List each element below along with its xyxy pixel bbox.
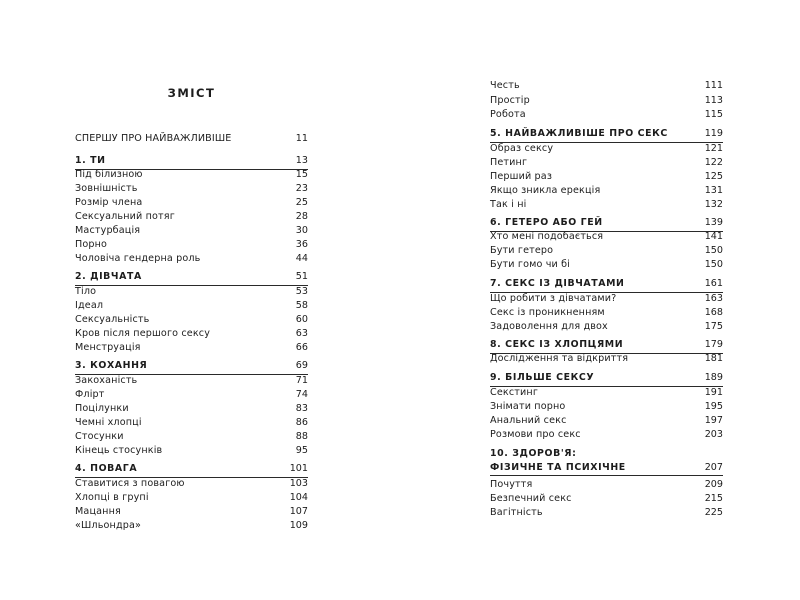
toc-page-number: 191: [704, 387, 723, 398]
toc-entry-row: [490, 258, 723, 272]
toc-page-number: 74: [295, 389, 308, 400]
toc-page-number: 179: [704, 339, 723, 350]
section-underline: [490, 475, 723, 476]
toc-entry-label: Секстинг: [490, 387, 539, 398]
toc-entry-row: [75, 341, 308, 355]
toc-section-row: [490, 447, 723, 474]
toc-entry-label: Анальний секс: [490, 415, 567, 426]
toc-page-number: 175: [704, 321, 723, 332]
toc-entry-label: Зовнішність: [75, 183, 138, 194]
toc-section-row: [75, 359, 308, 373]
toc-page-number: 95: [295, 445, 308, 456]
toc-page-number: 109: [289, 520, 308, 531]
toc-entry-label: Бути гомо чи бі: [490, 259, 570, 270]
toc-page-number: 163: [704, 293, 723, 304]
toc-entry-row: [75, 374, 308, 388]
toc-entry-label: Ідеал: [75, 300, 104, 311]
toc-page-number: 189: [704, 372, 723, 383]
toc-entry-row: [75, 224, 308, 238]
toc-section-row: [490, 127, 723, 141]
toc-page-number: 58: [295, 300, 308, 311]
toc-entry-label: Закоханість: [75, 375, 138, 386]
toc-entry-label: Хто мені подобається: [490, 231, 604, 242]
toc-page-number: 23: [295, 183, 308, 194]
toc-entry-label: Кров після першого сексу: [75, 328, 211, 339]
toc-entry-label: 4. ПОВАГА: [75, 463, 138, 474]
toc-page-number: 103: [289, 478, 308, 489]
toc-entry-label: 9. БІЛЬШЕ СЕКСУ: [490, 372, 595, 383]
toc-entry-label: Мастурбація: [75, 225, 141, 236]
toc-entry-row: [490, 142, 723, 156]
toc-entry-row: [75, 299, 308, 313]
toc-entry-label: 1. ТИ: [75, 155, 106, 166]
toc-entry-row: [75, 252, 308, 266]
toc-page-number: 139: [704, 217, 723, 228]
toc-page-number: 161: [704, 278, 723, 289]
toc-section-row: [490, 277, 723, 291]
toc-entry-label: Знімати порно: [490, 401, 566, 412]
toc-section-row: [75, 154, 308, 168]
toc-page-number: 66: [295, 342, 308, 353]
toc-section-row: [490, 338, 723, 352]
toc-entry-label: Кінець стосунків: [75, 445, 163, 456]
toc-entry-label: 2. ДІВЧАТА: [75, 271, 142, 282]
toc-entry-label: Честь: [490, 80, 520, 91]
toc-page-number: 168: [704, 307, 723, 318]
toc-page-number: 131: [704, 185, 723, 196]
toc-entry-label: Секс із проникненням: [490, 307, 605, 318]
toc-entry-row: [75, 444, 308, 458]
toc-entry-row: [490, 198, 723, 212]
toc-page-number: 53: [295, 286, 308, 297]
toc-entry-label: Якщо зникла ерекція: [490, 185, 601, 196]
toc-entry-label: Сексуальний потяг: [75, 211, 175, 222]
toc-entry-label: Флірт: [75, 389, 105, 400]
toc-entry-label: Простір: [490, 95, 530, 106]
toc-entry-row: [75, 285, 308, 299]
toc-entry-row: [490, 170, 723, 184]
toc-page-number: 30: [295, 225, 308, 236]
toc-entry-label: Ставитися з повагою: [75, 478, 185, 489]
toc-page-number: 60: [295, 314, 308, 325]
toc-page-number: 51: [295, 271, 308, 282]
toc-entry-label: Стосунки: [75, 431, 124, 442]
toc-page-number: 104: [289, 492, 308, 503]
toc-page-number: 15: [295, 169, 308, 180]
toc-entry-label: Петинг: [490, 157, 528, 168]
toc-entry-label: Поцілунки: [75, 403, 129, 414]
toc-entry-row: [490, 79, 723, 93]
toc-entry-label: Чоловіча гендерна роль: [75, 253, 201, 264]
toc-entry-row: [490, 386, 723, 400]
toc-section-row: [75, 462, 308, 476]
toc-entry-label: Дослідження та відкриття: [490, 353, 629, 364]
toc-entry-row: [490, 292, 723, 306]
toc-entry-row: [490, 320, 723, 334]
toc-page-number: 11: [295, 133, 308, 144]
toc-page-number: 86: [295, 417, 308, 428]
toc-entry-row: [75, 196, 308, 210]
toc-entry-label: Вагітність: [490, 507, 543, 518]
toc-entry-row: [490, 428, 723, 442]
toc-entry-label: Під білизною: [75, 169, 143, 180]
toc-page-number: 63: [295, 328, 308, 339]
toc-entry-label: Образ сексу: [490, 143, 554, 154]
toc-entry-row: [75, 182, 308, 196]
toc-entry-label: Порно: [75, 239, 108, 250]
toc-entry-row: [490, 352, 723, 366]
toc-section-row: [75, 270, 308, 284]
toc-entry-row: [75, 388, 308, 402]
toc-page-number: 121: [704, 143, 723, 154]
toc-entry-label: Так і ні: [490, 199, 527, 210]
toc-intro-row: [75, 132, 308, 146]
toc-page-number: 150: [704, 245, 723, 256]
toc-entry-row: [490, 184, 723, 198]
toc-page-number: 125: [704, 171, 723, 182]
toc-page-number: 203: [704, 429, 723, 440]
toc-entry-row: [75, 430, 308, 444]
toc-entry-row: [75, 210, 308, 224]
toc-entry-row: [490, 108, 723, 122]
toc-section-row: [490, 371, 723, 385]
toc-page-number: 88: [295, 431, 308, 442]
toc-entry-row: [490, 94, 723, 108]
toc-page-number: 44: [295, 253, 308, 264]
toc-entry-label: Розмір члена: [75, 197, 143, 208]
toc-entry-row: [75, 313, 308, 327]
toc-page-number: 113: [704, 95, 723, 106]
toc-entry-label: Перший раз: [490, 171, 553, 182]
toc-page-number: 225: [704, 507, 723, 518]
toc-entry-row: [75, 477, 308, 491]
toc-page-number: 83: [295, 403, 308, 414]
toc-entry-row: [490, 306, 723, 320]
toc-entry-row: [75, 491, 308, 505]
page-title: ЗМІСТ: [167, 86, 216, 100]
toc-entry-row: [490, 230, 723, 244]
toc-page-number: 122: [704, 157, 723, 168]
toc-page-number: 195: [704, 401, 723, 412]
toc-entry-row: [75, 327, 308, 341]
toc-entry-row: [490, 414, 723, 428]
toc-entry-label: Розмови про секс: [490, 429, 581, 440]
toc-page-number: 71: [295, 375, 308, 386]
toc-entry-label: Хлопці в групі: [75, 492, 149, 503]
toc-entry-label: 7. СЕКС ІЗ ДІВЧАТАМИ: [490, 278, 625, 289]
toc-page-number: 69: [295, 360, 308, 371]
toc-entry-label: Робота: [490, 109, 526, 120]
toc-page-number: 141: [704, 231, 723, 242]
toc-entry-row: [75, 168, 308, 182]
toc-entry-label: Чемні хлопці: [75, 417, 142, 428]
toc-entry-label: СПЕРШУ ПРО НАЙВАЖЛИВІШЕ: [75, 133, 232, 144]
toc-entry-label: Тіло: [75, 286, 97, 297]
toc-page-number: 209: [704, 479, 723, 490]
toc-entry-label: Бути гетеро: [490, 245, 554, 256]
toc-page-number: 132: [704, 199, 723, 210]
toc-entry-label: 3. КОХАННЯ: [75, 360, 148, 371]
toc-entry-row: [75, 238, 308, 252]
toc-entry-row: [490, 400, 723, 414]
toc-page-number: 13: [295, 155, 308, 166]
toc-page-number: 28: [295, 211, 308, 222]
toc-entry-label: 5. НАЙВАЖЛИВІШЕ ПРО СЕКС: [490, 128, 668, 139]
toc-page-number: 25: [295, 197, 308, 208]
toc-entry-label: Почуття: [490, 479, 533, 490]
toc-page-number: 115: [704, 109, 723, 120]
toc-entry-label: Менструація: [75, 342, 141, 353]
toc-section-row: [490, 216, 723, 230]
toc-page-number: 101: [289, 463, 308, 474]
toc-entry-label: 8. СЕКС ІЗ ХЛОПЦЯМИ: [490, 339, 624, 350]
toc-page-number: 207: [704, 461, 723, 473]
toc-entry-row: [490, 156, 723, 170]
toc-page-number: 111: [704, 80, 723, 91]
toc-entry-label: «Шльондра»: [75, 520, 142, 531]
toc-entry-row: [75, 402, 308, 416]
toc-entry-label: Сексуальність: [75, 314, 150, 325]
toc-entry-label: 6. ГЕТЕРО АБО ГЕЙ: [490, 217, 603, 228]
toc-entry-row: [75, 519, 308, 533]
toc-entry-row: [75, 416, 308, 430]
toc-entry-row: [490, 478, 723, 492]
toc-entry-label: Мацання: [75, 506, 121, 517]
toc-page-number: 181: [704, 353, 723, 364]
toc-page-number: 107: [289, 506, 308, 517]
toc-entry-row: [490, 244, 723, 258]
toc-entry-label: 10. ЗДОРОВ'Я: ФІЗИЧНЕ ТА ПСИХІЧНЕ: [490, 448, 626, 473]
toc-entry-row: [75, 505, 308, 519]
toc-entry-row: [490, 492, 723, 506]
toc-entry-label: Задоволення для двох: [490, 321, 608, 332]
toc-page-number: 215: [704, 493, 723, 504]
toc-page-number: 119: [704, 128, 723, 139]
toc-page-number: 36: [295, 239, 308, 250]
toc-entry-label: Безпечний секс: [490, 493, 572, 504]
toc-page-number: 197: [704, 415, 723, 426]
toc-entry-row: [490, 506, 723, 520]
toc-entry-label: Що робити з дівчатами?: [490, 293, 617, 304]
toc-page-number: 150: [704, 259, 723, 270]
